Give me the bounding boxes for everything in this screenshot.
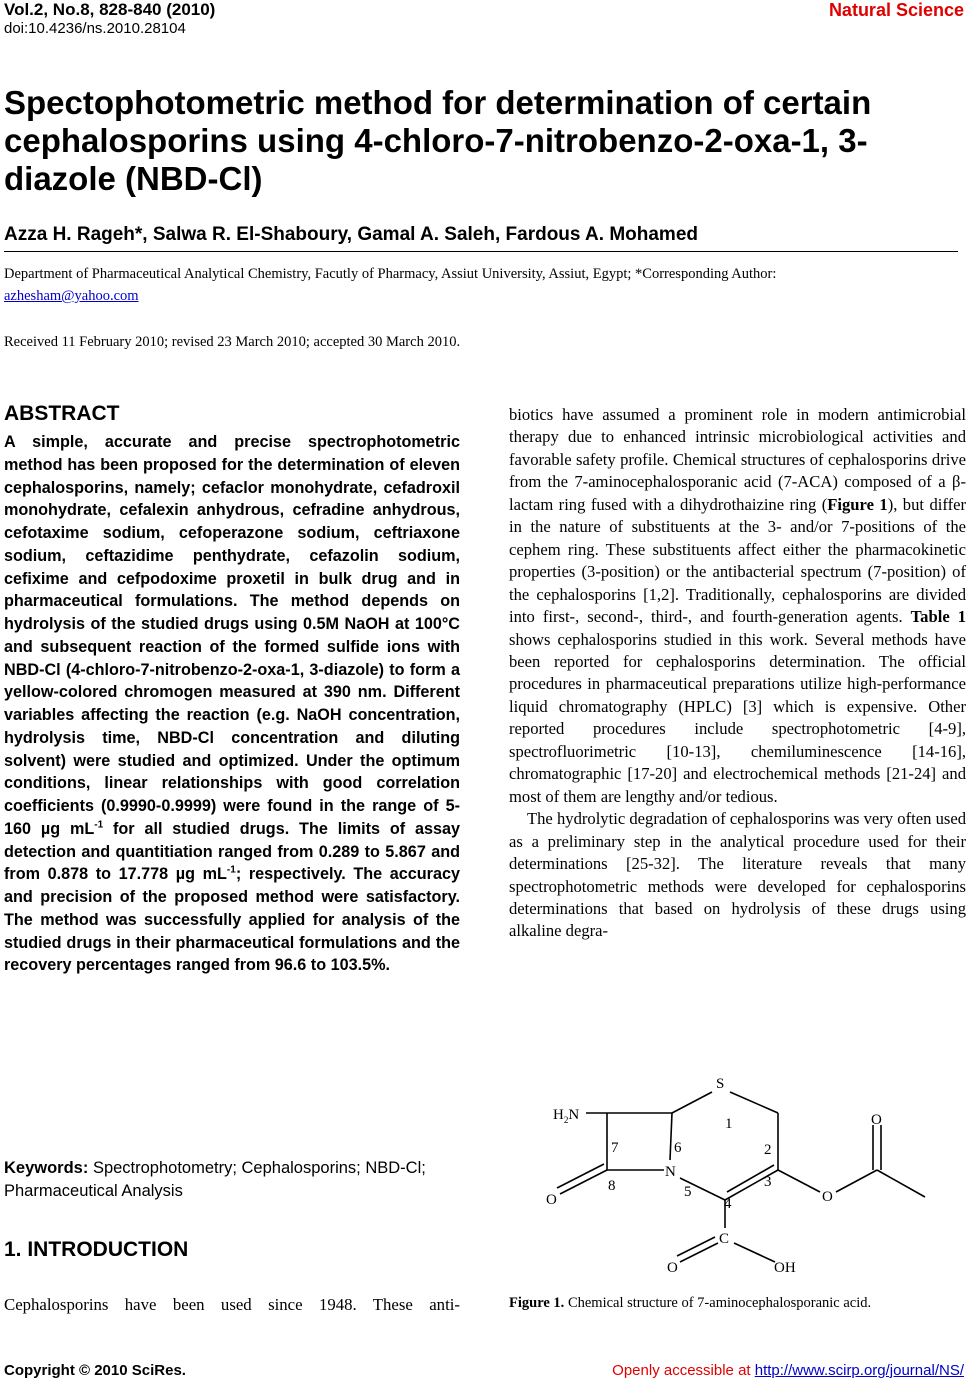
paragraph (509, 404, 966, 808)
atom-label-sulfur: S (716, 1076, 725, 1092)
keywords-label: Keywords: (4, 1159, 89, 1177)
figure-label: Figure 1. (509, 1295, 565, 1311)
introduction-paragraph: Cephalosporins have been used since 1948. These anti- (4, 1295, 460, 1314)
bonds (557, 1092, 925, 1262)
affiliation (4, 263, 964, 307)
open-access-note (612, 1362, 964, 1379)
atom-label-carbon: C (719, 1231, 730, 1247)
subscript: 2 (563, 1115, 569, 1125)
introduction-heading: 1. INTRODUCTION (4, 1238, 189, 1261)
atom-label-hydroxyl: OH (774, 1260, 796, 1276)
position-number: 2 (764, 1142, 772, 1158)
atom-n: N (568, 1107, 580, 1123)
position-number: 5 (684, 1184, 692, 1200)
figure-reference: Figure 1 (827, 494, 888, 514)
figure-caption (509, 1295, 871, 1312)
title-divider (4, 251, 958, 252)
text: ), but differ in the nature of substituents at the 3- and/or 7-positions of the cephem ring. These substituents affect either the pharmacokinetic properties (3-position) or the antibacterial spectrum (7-position) of the cephalosporins [1,2]. Traditionally, cephalosporins are divided into first-, second-, third-, and fourth-generation agents. (509, 494, 966, 627)
keywords-text: Spectrophotometry; Cephalosporins; NBD-Cl; Pharmaceutical Analysis (4, 1159, 426, 1200)
paragraph: The hydrolytic degradation of cephalosporins was very often used as a preliminary step in the analytical procedure used for their determinations [25-32]. The literature reveals that many spectrophotometric methods were developed for cephalosporins determinations that based on hydrolysis of these drugs using alkaline degra- (509, 809, 966, 941)
article-title: Spectophotometric method for determination of certain cephalosporins using 4-chloro-7-nitrobenzo-2-oxa-1, 3-diazole (NBD-Cl) (4, 84, 872, 197)
access-text: Openly accessible at (612, 1362, 755, 1379)
author-email-link[interactable]: azhesham@yahoo.com (4, 288, 139, 304)
copyright: Copyright © 2010 SciRes. (4, 1362, 186, 1379)
position-number: 1 (725, 1116, 733, 1132)
table-reference: Table 1 (910, 607, 966, 627)
superscript: -1 (226, 864, 236, 876)
atom-label-oxygen: O (667, 1260, 678, 1276)
position-number: 7 (611, 1140, 619, 1156)
authors: Azza H. Rageh*, Salwa R. El-Shaboury, Gamal A. Saleh, Fardous A. Mohamed (4, 224, 699, 245)
atom-h: H (553, 1107, 564, 1123)
abstract-heading: ABSTRACT (4, 402, 120, 425)
atom-label-oxygen: O (822, 1189, 833, 1205)
atom-label-nitrogen: N (665, 1164, 676, 1180)
abstract-text: for all studied drugs. The limits of assay detection and quantitiation ranged from 0.289 to 5.867 and from 0.878 to 17.778 µg mL (4, 819, 460, 884)
text: biotics have assumed a prominent role in modern antimicrobial therapy due to enhanced intrinsic microbiological activities and favorable safety profile. Chemical structures of cephalosporins drive from the 7-aminocephalosporanic acid (7-ACA) composed of a β-lactam ring fused with a dihydrothaizine ring ( (509, 405, 966, 514)
atom-label-oxygen: O (871, 1112, 882, 1128)
journal-url-link[interactable]: http://www.scirp.org/journal/NS/ (754, 1362, 964, 1379)
position-number: 8 (608, 1178, 616, 1194)
journal-name: Natural Science (828, 0, 964, 20)
position-number: 3 (764, 1174, 772, 1190)
received-dates: Received 11 February 2010; revised 23 March 2010; accepted 30 March 2010. (4, 334, 461, 350)
abstract-body (4, 431, 460, 977)
chemical-structure-figure (530, 1070, 950, 1285)
text: shows cephalosporins studied in this work. Several methods have been reported for cephalosporins determination. The official procedures in pharmaceutical preparations utilize high-performance liquid chromatography (HPLC) [3] which is expensive. Other reported procedures include spectrophotometric [4-9], spectrofluorimetric [10-13], chemiluminescence [14-16], chromatographic [17-20] and electrochemical methods [21-24] and most of them are lengthy and/or tedious. (509, 629, 966, 806)
right-column-text (509, 404, 966, 943)
atom-label-amine (553, 1107, 579, 1125)
caption-text: Chemical structure of 7-aminocephalosporanic acid. (564, 1295, 872, 1311)
position-number: 6 (674, 1140, 682, 1156)
keywords (4, 1157, 460, 1203)
superscript: -1 (94, 819, 104, 831)
abstract-text: ; respectively. The accuracy and precision of the proposed method were satisfactory. The method was successfully applied for analysis of the studied drugs in their pharmaceutical formulations and the recovery percentages ranged from 96.6 to 103.5%. (4, 865, 460, 975)
atom-label-oxygen: O (546, 1192, 557, 1208)
journal-volume: Vol.2, No.8, 828-840 (2010) (4, 0, 216, 19)
abstract-text: A simple, accurate and precise spectrophotometric method has been proposed for the determination of eleven cephalosporins, namely; cefaclor monohydrate, cefadroxil monohydrate, cefalexin anhydrous, cefradine anhydrous, cefotaxime sodium, cefoperazone sodium, ceftriaxone sodium, ceftazidime penthydrate, cefazolin sodium, cefixime and cefpodoxime proxetil in bulk drug and in pharmaceutical formulations. The method depends on hydrolysis of the studied drugs using 0.5M NaOH at 100°C and subsequent reaction of the formed sulfide ions with NBD-Cl (4-chloro-7-nitrobenzo-2-oxa-1, 3-diazole) to form a yellow-colored chromogen measured at 390 nm. Different variables affecting the reaction (e.g. NaOH concentration, hydrolysis time, NBD-Cl concentration and diluting solvent) were studied and optimized. Under the optimum conditions, linear relationships with good correlation coefficients (0.9990-0.9999) were found in the range of 5-160 µg mL (4, 433, 460, 838)
doi: doi:10.4236/ns.2010.28104 (4, 20, 186, 37)
affiliation-text: Department of Pharmaceutical Analytical Chemistry, Facutly of Pharmacy, Assiut University, Assiut, Egypt; *Corresponding Author: (4, 266, 777, 282)
position-number: 4 (724, 1196, 732, 1212)
